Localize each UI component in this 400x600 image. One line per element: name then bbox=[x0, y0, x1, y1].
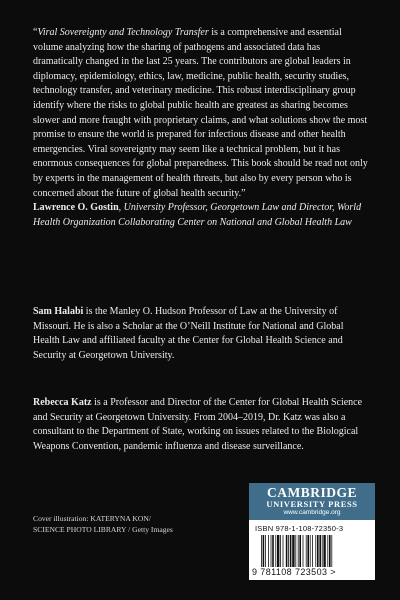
author-bio-text: is a Professor and Director of the Center for Global Health Science and Security at Georgetown University. From 2004–2019, Dr. Katz was also a consultant to the Department of State, working on issues related to the Biological Weapons Convention, pandemic influenza and disease surveillance. bbox=[33, 397, 363, 452]
credit-line: Cover illustration: KATERYNA KON/ bbox=[33, 514, 151, 523]
author-name: Sam Halabi bbox=[33, 306, 84, 317]
endorsement-text: is a comprehensive and essential volume analyzing how the sharing of pathogens and associated data has dramatically changed in the last 25 years. The contributors are global leaders in diplomacy, epidemiology, ethics, law, medicine, public health, security studies, technology transfer, and veterinary medicine. This robust interdisciplinary group identify where the risks to global public health are greatest as sharing becomes slower and more fraught with proprietary claims, and what solutions show the most promise to ensure the world is prepared for infectious disease and other health emergencies. Viral sovereignty may seem like a technical problem, but it has enormous consequences for global preparedness. This book should be read not only by experts in the management of health threats, but also by every person who is concerned about the future of global health security.” bbox=[33, 27, 368, 199]
endorser-role: , University Professor, Georgetown Law and Director, World Health Organization Collaborating Center on National and Global Health Law bbox=[33, 202, 362, 228]
endorsement-attribution bbox=[33, 201, 369, 230]
credit-line: SCIENCE PHOTO LIBRARY / Getty Images bbox=[33, 525, 173, 534]
author-bio-text: is the Manley O. Hudson Professor of Law at the University of Missouri. He is also a Scholar at the O’Neill Institute for National and Global Health Law and affiliated faculty at the Center for Global Health Science and Security at Georgetown University. bbox=[33, 306, 344, 361]
publisher-name: CAMBRIDGE bbox=[266, 485, 357, 500]
publisher-url: www.cambridge.org bbox=[283, 509, 341, 516]
author-bio-halabi bbox=[33, 305, 369, 363]
barcode-digits: 9 781108 723503 > bbox=[252, 567, 336, 577]
cover-illustration-credit bbox=[33, 513, 233, 535]
publisher-logo-box bbox=[249, 483, 375, 520]
endorsement-blurb bbox=[33, 26, 369, 230]
endorsement-quote bbox=[33, 26, 369, 201]
isbn-text: ISBN 978-1-108-72350-3 bbox=[255, 524, 344, 533]
author-bio-katz bbox=[33, 396, 369, 454]
endorser-name: Lawrence O. Gostin bbox=[33, 202, 119, 214]
publisher-press: UNIVERSITY PRESS bbox=[266, 499, 358, 509]
author-name: Rebecca Katz bbox=[33, 397, 92, 408]
isbn-barcode bbox=[249, 520, 375, 580]
barcode-graphic bbox=[261, 535, 365, 567]
open-quote-mark: “ bbox=[33, 27, 38, 38]
quoted-book-title: Viral Sovereignty and Technology Transfer bbox=[37, 27, 209, 38]
